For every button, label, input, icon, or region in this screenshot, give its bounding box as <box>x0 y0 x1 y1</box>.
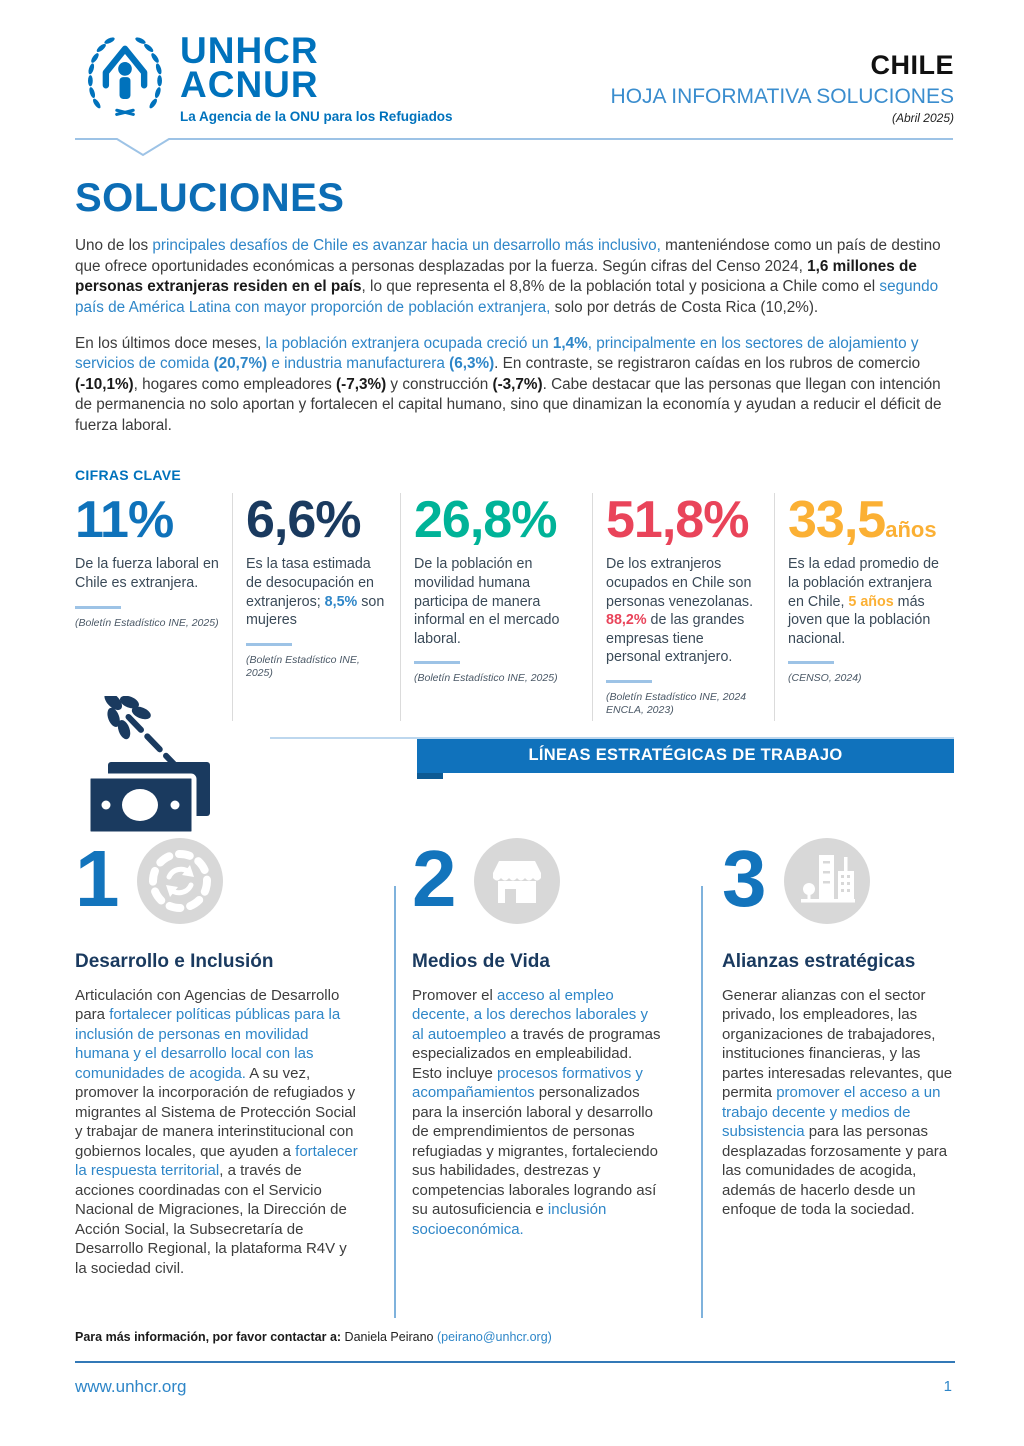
chevron-divider <box>75 136 954 162</box>
stat-value: 11% <box>75 490 174 549</box>
stat-source: (Boletín Estadístico INE, 2025) <box>414 672 558 685</box>
stat-card <box>233 490 401 721</box>
stat-value: 33,5años <box>788 490 937 549</box>
page-title: SOLUCIONES <box>75 176 345 220</box>
stat-card <box>593 490 775 721</box>
work-line-number: 3 <box>722 833 767 923</box>
stat-value: 6,6% <box>246 490 361 549</box>
stat-divider <box>788 661 834 664</box>
stat-divider <box>606 680 652 683</box>
process-cycle-icon <box>136 837 224 925</box>
strategic-lines-banner <box>75 737 954 789</box>
stat-value: 51,8% <box>606 490 749 549</box>
unhcr-emblem-icon <box>84 30 166 126</box>
stat-value: 26,8% <box>414 490 557 549</box>
work-line-head <box>75 833 362 937</box>
work-line-title: Alianzas estratégicas <box>722 950 916 972</box>
storefront-icon <box>473 837 561 925</box>
document-title: HOJA INFORMATIVA SOLUCIONES <box>610 85 954 108</box>
header <box>0 0 1024 126</box>
stat-description: De la fuerza laboral en Chile es extranjera. <box>75 556 219 591</box>
work-lines-section <box>75 833 954 1279</box>
country-title: CHILE <box>870 50 954 80</box>
column-divider <box>701 886 703 1318</box>
banner-fold <box>417 773 443 779</box>
city-buildings-icon <box>783 837 871 925</box>
stat-description: Es la edad promedio de la población extranjera en Chile, 5 años más joven que la población nacional. <box>788 556 940 647</box>
page-number: 1 <box>943 1378 952 1395</box>
stat-divider <box>246 643 292 646</box>
stat-description: Es la tasa estimada de desocupación en extranjeros; 8,5% son mujeres <box>246 556 385 629</box>
work-line-body: Generar alianzas con el sector privado, los empleadores, las organizaciones de trabajadores, instituciones financieras, y las partes interesadas relevantes, que permita promover el acceso a un trabajo decente y medios de subsistencia para las personas desplazadas forzosamente y para las comunidades de acogida, además de hacerlo desde un enfoque de toda la sociedad. <box>722 986 953 1219</box>
stat-card <box>401 490 593 721</box>
stat-source: (CENSO, 2024) <box>788 672 862 685</box>
contact-label: Para más información, por favor contactar a: <box>75 1330 342 1344</box>
work-line-number: 2 <box>412 833 457 923</box>
banner-label: LÍNEAS ESTRATÉGICAS DE TRABAJO <box>528 746 843 765</box>
logo-line-unhcr: UNHCR <box>180 30 319 71</box>
logo-wordmark <box>180 30 453 124</box>
work-line-body: Promover el acceso al empleo decente, a los derechos laborales y al autoempleo a través de programas especializados en empleabilidad. Esto incluye procesos formativos y acompañamientos personalizados para la inserción laboral y desarrollo de emprendimientos de personas refugiadas y migrantes, fortaleciendo sus habilidades, destrezas y competencias laborales logrando así su autosuficiencia e inclusión socioeconómica. <box>412 986 661 1238</box>
work-line-strategic-alliances <box>701 833 954 1279</box>
work-line-number: 1 <box>75 833 120 923</box>
work-line-livelihoods <box>394 833 701 1279</box>
work-line-head <box>412 833 663 937</box>
footer-divider <box>75 1361 955 1363</box>
work-line-development-inclusion <box>75 833 394 1279</box>
website-link[interactable]: www.unhcr.org <box>75 1377 187 1396</box>
contact-line <box>75 1330 552 1344</box>
work-line-title: Desarrollo e Inclusión <box>75 950 274 972</box>
column-divider <box>394 886 396 1318</box>
contact-email-link[interactable]: (peirano@unhcr.org) <box>436 1330 552 1344</box>
stat-source: (Boletín Estadístico INE, 2024 ENCLA, 2023) <box>606 690 747 717</box>
work-line-title: Medios de Vida <box>412 950 550 972</box>
stat-description: De la población en movilidad humana participa de manera informal en el mercado laboral. <box>414 556 560 647</box>
contact-name: Daniela Peirano <box>344 1330 434 1344</box>
stat-card <box>75 490 233 721</box>
banner-bar <box>417 739 954 773</box>
key-figures-label: CIFRAS CLAVE <box>75 466 182 483</box>
stat-source: (Boletín Estadístico INE, 2025) <box>75 616 219 629</box>
intro-paragraph-1: Uno de los principales desafíos de Chile es avanzar hacia un desarrollo más inclusivo, manteniéndose como un país de destino que ofrece oportunidades económicas a personas desplazadas por la fuerza. Según cifras del Censo 2024, 1,6 millones de personas extranjeras residen en el país, lo que representa el 8,8% de la población total y posiciona a Chile como el segundo país de América Latina con mayor proporción de población extranjera, solo por detrás de Costa Rica (10,2%). <box>75 237 941 316</box>
stat-source: (Boletín Estadístico INE, 2025) <box>246 653 360 680</box>
stat-divider <box>75 606 121 609</box>
work-line-body: Articulación con Agencias de Desarrollo para fortalecer políticas públicas para la inclusión de personas en movilidad humana y el desarrollo local con las comunidades de acogida. A su vez, promover la incorporación de refugiados y migrantes al Sistema de Protección Social y trabajar de manera interinstitucional con gobiernos locales, que ayuden a fortalecer la respuesta territorial, a través de acciones coordinadas con el Servicio Nacional de Migraciones, la Dirección de Acción Social, la Subsecretaría de Desarrollo Regional, la plataforma R4V y la sociedad civil. <box>75 986 358 1277</box>
header-titles <box>611 30 954 126</box>
stat-card <box>775 490 952 721</box>
logo-tagline: La Agencia de la ONU para los Refugiados <box>180 109 453 125</box>
key-figures-row <box>75 490 954 721</box>
stat-divider <box>414 661 460 664</box>
stat-description: De los extranjeros ocupados en Chile son personas venezolanas. 88,2% de las grandes empresas tiene personal extranjero. <box>606 556 754 666</box>
document-date: (Abril 2025) <box>891 111 954 125</box>
unhcr-logo <box>84 30 453 126</box>
work-line-head <box>722 833 954 937</box>
logo-line-acnur: ACNUR <box>180 64 319 106</box>
intro-paragraph-2: En los últimos doce meses, la población extranjera ocupada creció un 1,4%, principalmente en los sectores de alojamiento y servicios de comida (20,7%) e industria manufacturera (6,3%). En contraste, se registraron caídas en los rubros de comercio (-10,1%), hogares como empleadores (-7,3%) y construcción (-3,7%). Cabe destacar que las personas que llegan con intención de permanencia no solo aportan y fortalecen el capital humano, sino que dinamizan la economía y ayudan a reducir el déficit de fuerza laboral. <box>75 334 942 435</box>
